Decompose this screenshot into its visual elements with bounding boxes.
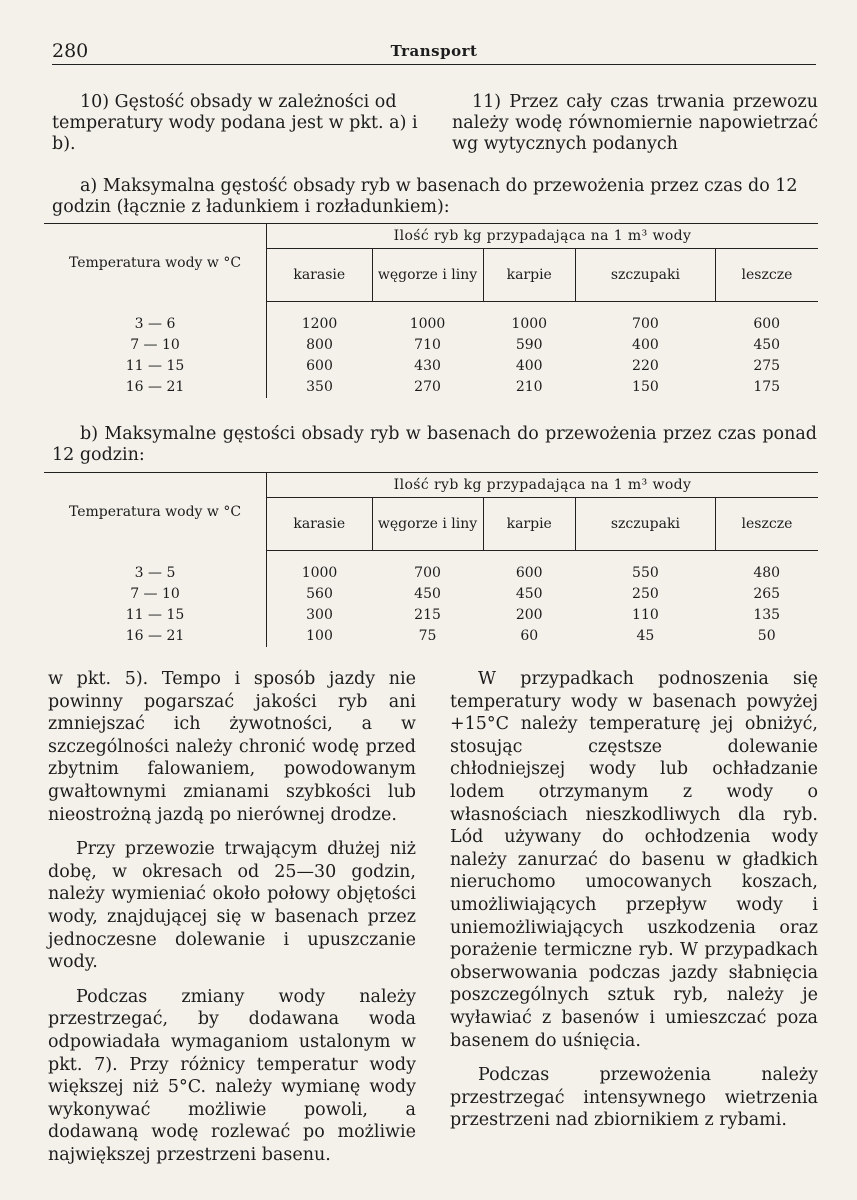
value-cell: 700: [414, 565, 441, 581]
value-cell: 590: [515, 337, 543, 353]
table-b-species-header: karasie: [267, 498, 373, 551]
intro-item-11: 11) Przez cały czas trwania przewozu należy wodę równomiernie napowietrzać wg wytycznych podanych: [452, 92, 818, 154]
value-cell: 250: [632, 586, 659, 602]
value-cell: 700: [632, 316, 659, 332]
value-cell: 210: [515, 379, 543, 395]
value-cell: 600: [753, 316, 781, 332]
value-cell: 400: [515, 358, 543, 374]
value-cell: 600: [515, 565, 543, 581]
table-row: [44, 356, 818, 377]
table-row: [44, 584, 818, 605]
value-cell: 1000: [409, 316, 446, 332]
value-cell: 450: [515, 586, 543, 602]
value-cell: 710: [414, 337, 441, 353]
table-a-temp-header: Temperatura wody w °C: [44, 224, 267, 302]
value-cell: 50: [757, 628, 776, 644]
temp-cell: 7 — 10: [44, 584, 267, 605]
table-a: [44, 223, 818, 398]
value-cell: 560: [306, 586, 333, 602]
value-cell: 275: [753, 358, 781, 374]
value-cell: 450: [753, 337, 781, 353]
value-cell: 1000: [301, 565, 338, 581]
table-a-species-header: karpie: [483, 249, 575, 302]
value-cell: 45: [636, 628, 655, 644]
body-paragraph: W przypadkach podnoszenia się temperatury wody w basenach powyżej +15°C należy temperaturę jej obniżyć, stosując częstsze dolewanie chłodniejszej wody lub ochładzanie lodem otrzymanym z wody o własnościach nieszkodliwych dla ryb. Lód używany do ochłodzenia wody należy zanurzać do basenu w gładkich nieruchomo umocowanych koszach, umożliwiających przepływ wody i uniemożliwiających uszkodzenia oraz porażenie termiczne ryb. W przypadkach obserwowania podczas jazdy słabnięcia poszczególnych sztuk ryb, należy je wyławiać z basenów i umieszczać poza basenem do uśnięcia.: [450, 669, 818, 1051]
value-cell: 400: [632, 337, 659, 353]
value-cell: 1200: [301, 316, 338, 332]
temp-cell: 16 — 21: [44, 377, 267, 398]
value-cell: 265: [753, 586, 781, 602]
temp-cell: 7 — 10: [44, 335, 267, 356]
table-a-title: a) Maksymalna gęstość obsady ryb w basenach do przewożenia przez czas do 12 godzin (łącznie z ładunkiem i rozładunkiem):: [52, 176, 798, 217]
body-paragraph: Przy przewozie trwającym dłużej niż dobę, w okresach od 25—30 godzin, należy wymieniać około połowy objętości wody, znajdującej się w basenach przez jednoczesne dolewanie i upuszczanie wody.: [48, 839, 416, 973]
table-row: [44, 605, 818, 626]
table-b-species-header: leszcze: [715, 498, 818, 551]
table-b-title: b) Maksymalne gęstości obsady ryb w basenach do przewożenia przez czas ponad 12 godzin:: [52, 424, 817, 465]
table-row: [44, 335, 818, 356]
table-b-temp-header: Temperatura wody w °C: [44, 473, 267, 551]
temp-cell: 11 — 15: [44, 356, 267, 377]
table-b: [44, 472, 818, 647]
value-cell: 215: [414, 607, 441, 623]
table-b-span-header: Ilość ryb kg przypadająca na 1 m³ wody: [267, 473, 819, 498]
value-cell: 450: [414, 586, 441, 602]
value-cell: 350: [306, 379, 333, 395]
value-cell: 60: [520, 628, 539, 644]
value-cell: 220: [632, 358, 659, 374]
table-a-species-header: leszcze: [715, 249, 818, 302]
running-title: Transport: [390, 42, 478, 60]
value-cell: 100: [306, 628, 333, 644]
value-cell: 800: [306, 337, 333, 353]
temp-cell: 11 — 15: [44, 605, 267, 626]
value-cell: 300: [306, 607, 333, 623]
table-b-species-header: karpie: [483, 498, 575, 551]
table-a-species-header: szczupaki: [575, 249, 715, 302]
value-cell: 430: [414, 358, 441, 374]
value-cell: 480: [753, 565, 781, 581]
body-paragraph: Podczas przewożenia należy przestrzegać intensywnego wietrzenia przestrzeni nad zbiornikiem z rybami.: [450, 1065, 818, 1131]
intro-item-10: 10) Gęstość obsady w zależności od temperatury wody podana jest w pkt. a) i b).: [52, 92, 418, 154]
value-cell: 150: [632, 379, 659, 395]
value-cell: 270: [414, 379, 441, 395]
table-a-species-header: węgorze i liny: [372, 249, 483, 302]
temp-cell: 3 — 5: [44, 563, 267, 584]
value-cell: 110: [632, 607, 659, 623]
value-cell: 200: [515, 607, 543, 623]
value-cell: 600: [306, 358, 333, 374]
value-cell: 550: [632, 565, 659, 581]
page-header: [52, 40, 816, 65]
page-number: 280: [52, 40, 89, 62]
body-column-left: [48, 668, 416, 1166]
table-a-species-header: karasie: [267, 249, 373, 302]
body-paragraph: w pkt. 5). Tempo i sposób jazdy nie powinny pogarszać jakości ryb ani zmniejszać ich żywotności, a w szczególności należy chronić wodę przed zbytnim falowaniem, powodowanym gwałtownymi zmianami szybkości lub nieostrożną jazdą po nierównej drodze.: [48, 669, 416, 825]
table-b-species-header: szczupaki: [575, 498, 715, 551]
table-b-species-header: węgorze i liny: [372, 498, 483, 551]
temp-cell: 3 — 6: [44, 314, 267, 335]
value-cell: 135: [753, 607, 781, 623]
table-a-span-header: Ilość ryb kg przypadająca na 1 m³ wody: [267, 224, 819, 249]
table-row: [44, 314, 818, 335]
body-paragraph: Podczas zmiany wody należy przestrzegać, by dodawana woda odpowiadała wymaganiom ustalonym w pkt. 7). Przy różnicy temperatur wody większej niż 5°C. należy wymianę wody wykonywać możliwie powoli, a dodawaną wodę rozlewać po możliwie największej przestrzeni basenu.: [48, 986, 416, 1165]
table-row: [44, 377, 818, 398]
value-cell: 75: [418, 628, 437, 644]
table-row: [44, 626, 818, 647]
value-cell: 175: [753, 379, 781, 395]
value-cell: 1000: [511, 316, 548, 332]
body-column-right: [450, 668, 818, 1132]
temp-cell: 16 — 21: [44, 626, 267, 647]
table-row: [44, 563, 818, 584]
